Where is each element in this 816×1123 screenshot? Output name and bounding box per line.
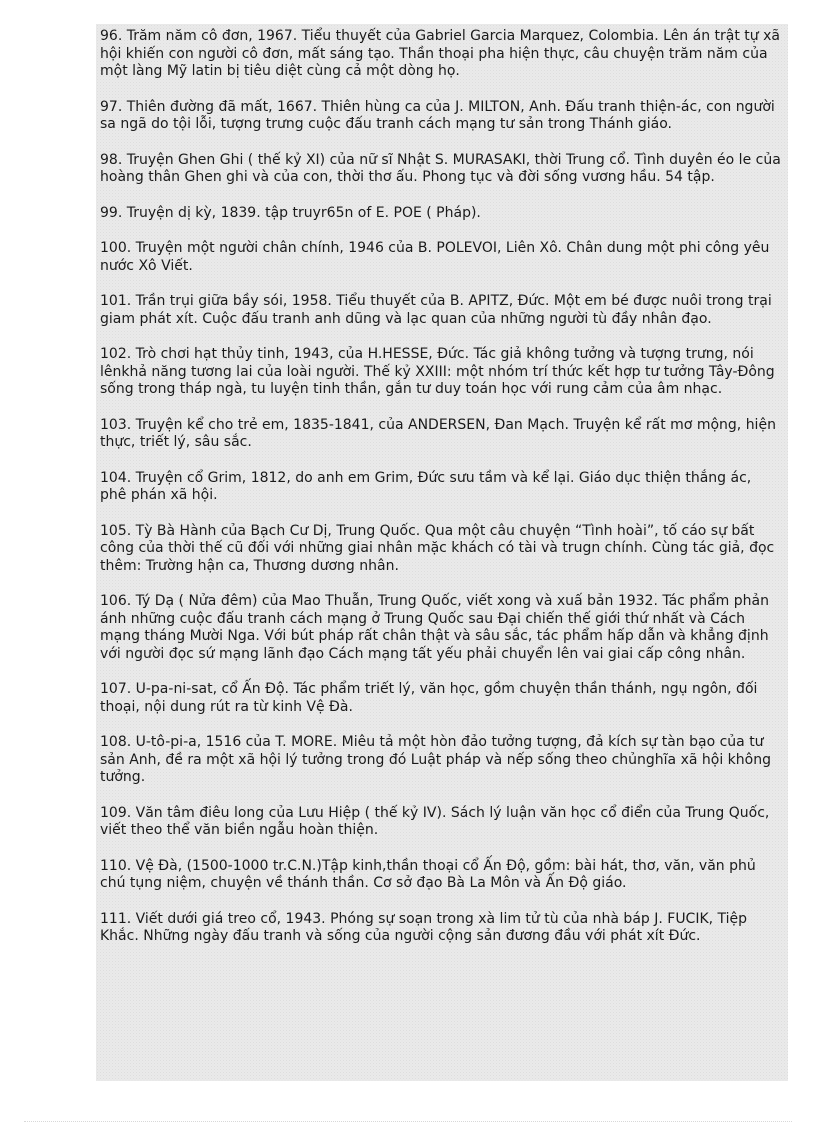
book-entry-97: 97. Thiên đường đã mất, 1667. Thiên hùng ca của J. MILTON, Anh. Đấu tranh thiện-ác, con người sa ngã do tội lỗi, tượng trưng cuộc đấu tranh cách mạng tư sản trong Thánh giáo. bbox=[100, 98, 775, 132]
book-entry-100: 100. Truyện một người chân chính, 1946 của B. POLEVOI, Liên Xô. Chân dung một phi công yêu nước Xô Viết. bbox=[100, 240, 770, 274]
book-entry-105: 105. Tỳ Bà Hành của Bạch Cư Dị, Trung Quốc. Qua một câu chuyện “Tình hoài”, tố cáo sự bất công của thời thế cũ đối với những giai nhân mặc khách có tài và trugn chính. Cùng tác giả, đọc thêm: Trường hận ca, Thương dương nhân. bbox=[100, 522, 775, 574]
book-entry-107: 107. U-pa-ni-sat, cổ Ấn Độ. Tác phẩm triết lý, văn học, gồm chuyện thần thánh, ngụ ngôn, đối thoại, nội dung rút ra từ kinh Vệ Đà. bbox=[100, 681, 758, 715]
book-entry-111: 111. Viết dưới giá treo cổ, 1943. Phóng sự soạn trong xà lim tử tù của nhà báp J. FUCIK, Tiệp Khắc. Những ngày đấu tranh và sống của người cộng sản đương đầu với phát xít Đức. bbox=[100, 910, 748, 944]
book-entry-102: 102. Trò chơi hạt thủy tinh, 1943, của H.HESSE, Đức. Tác giả không tưởng và tượng trưng, nói lênkhả năng tương lai của loài người. Thế kỷ XXIII: một nhóm trí thức kết hợp tư tưởng Tây-Đông sống trong tháp ngà, tu luyện tinh thần, gắn tư duy toán học với rung cảm của âm nhạc. bbox=[100, 346, 775, 397]
book-entry-109: 109. Văn tâm điêu long của Lưu Hiệp ( thế kỷ IV). Sách lý luận văn học cổ điển của Trung Quốc, viết theo thể văn biền ngẫu hoàn thiện. bbox=[100, 804, 770, 838]
book-entry-96: 96. Trăm năm cô đơn, 1967. Tiểu thuyết của Gabriel Garcia Marquez, Colombia. Lên án trật tự xã hội khiến con người cô đơn, mất sáng tạo. Thần thoại pha hiện thực, câu chuyện trăm năm của một làng Mỹ latin bị tiêu diệt cùng cả một dòng họ. bbox=[100, 28, 780, 79]
book-entry-110: 110. Vệ Đà, (1500-1000 tr.C.N.)Tập kinh,thần thoại cổ Ấn Độ, gồm: bài hát, thơ, văn, văn phủ chú tụng niệm, chuyện về thánh thần. Cơ sở đạo Bà La Môn và Ấn Độ giáo. bbox=[100, 857, 756, 891]
page-bottom-divider bbox=[24, 1121, 792, 1122]
book-entry-108: 108. U-tô-pi-a, 1516 của T. MORE. Miêu tả một hòn đảo tưởng tượng, đả kích sự tàn bạo của tư sản Anh, đề ra một xã hội lý tưởng trong đó Luật pháp và nếp sống theo chủnghĩa xã hội không tưởng. bbox=[100, 734, 771, 785]
book-entry-104: 104. Truyện cổ Grim, 1812, do anh em Grim, Đức sưu tầm và kể lại. Giáo dục thiện thắng ác, phê phán xã hội. bbox=[100, 469, 752, 503]
book-entry-106: 106. Tý Dạ ( Nửa đêm) của Mao Thuẫn, Trung Quốc, viết xong và xuấ bản 1932. Tác phẩm phản ánh những cuộc đấu tranh cách mạng ở Trung Quốc sau Đại chiến thế giới thứ nhất và Cách mạng tháng Mười Nga. Với bút pháp rất chân thật và sâu sắc, tác phẩm hấp dẫn và khẳng định với người đọc sứ mạng lãnh đạo Cách mạng tất yếu phải chuyển lên vai giai cấp công nhân. bbox=[100, 593, 769, 662]
book-list-text-block bbox=[96, 24, 788, 1081]
book-entry-103: 103. Truyện kể cho trẻ em, 1835-1841, của ANDERSEN, Đan Mạch. Truyện kể rất mơ mộng, hiện thực, triết lý, sâu sắc. bbox=[100, 416, 776, 450]
book-entry-98: 98. Truyện Ghen Ghi ( thế kỷ XI) của nữ sĩ Nhật S. MURASAKI, thời Trung cổ. Tình duyên éo le của hoàng thân Ghen ghi và của con, thời thơ ấu. Phong tục và đời sống vương hầu. 54 tập. bbox=[100, 151, 781, 185]
book-entry-101: 101. Trần trụi giữa bầy sói, 1958. Tiểu thuyết của B. APITZ, Đức. Một em bé được nuôi trong trại giam phát xít. Cuộc đấu tranh anh dũng và lạc quan của những người tù đầy nhân đạo. bbox=[100, 293, 772, 327]
book-entry-99: 99. Truyện dị kỳ, 1839. tập truyr65n of E. POE ( Pháp). bbox=[100, 204, 481, 221]
